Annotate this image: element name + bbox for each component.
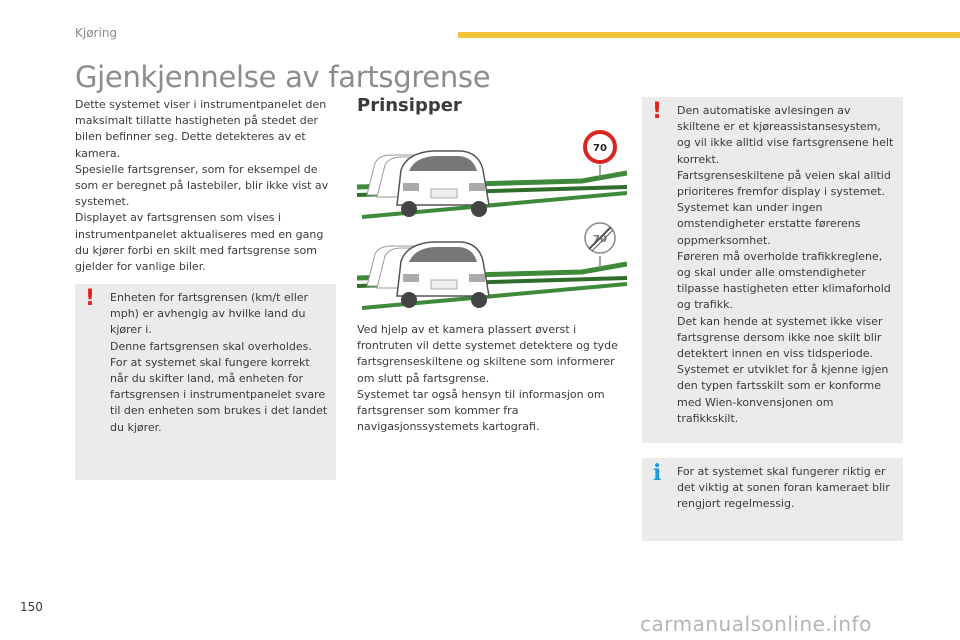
exclamation-icon: ! — [85, 286, 96, 311]
speed-sign-icon — [585, 132, 615, 162]
info-icon: i — [653, 460, 662, 486]
illustration-speed-sign-ended — [357, 216, 627, 316]
warning-box-unit — [75, 284, 336, 480]
speed-sign-value: 70 — [593, 234, 607, 245]
end-speed-sign-icon — [585, 223, 615, 253]
warning-paragraph: Den automatiske avlesingen av skiltene er et kjøreassistansesystem, og vil ikke alltid vise fartsgrensene helt korrekt. — [677, 104, 894, 166]
warning-box-reliability — [642, 97, 903, 443]
principles-paragraph: Systemet tar også hensyn til informasjon om fartsgrenser som kommer fra navigasjonssystemets kartografi. — [357, 387, 605, 434]
car-rear-icon — [397, 242, 489, 308]
exclamation-icon: ! — [652, 99, 663, 124]
page-title: Gjenkjennelse av fartsgrense — [75, 60, 491, 94]
info-box-camera-cleaning — [642, 458, 903, 541]
illustration-speed-sign-active — [357, 125, 627, 225]
watermark: carmanualsonline.info — [640, 612, 872, 636]
intro-paragraph: Displayet av fartsgrensen som vises i instrumentpanelet aktualiseres med en gang du kjører forbi en skilt med fartsgrense som gjelder for vanlige biler. — [75, 211, 324, 274]
section-heading-principles: Prinsipper — [357, 95, 462, 116]
intro-paragraph: Dette systemet viser i instrumentpanelet den maksimalt tillatte hastigheten på stedet der bilen befinner seg. Dette detekteres av et kamera. — [75, 98, 327, 160]
warning-paragraph: Fartsgrenseskiltene på veien skal alltid prioriteres fremfor display i systemet. — [677, 168, 891, 199]
warning-paragraph: Enheten for fartsgrensen (km/t eller mph) er avhengig av hvilke land du kjører i. — [110, 291, 309, 337]
warning-paragraph: Systemet kan under ingen omstendigheter erstatte førerens oppmerksomhet. — [677, 201, 861, 247]
principles-text — [357, 322, 627, 435]
speed-sign-value: 70 — [593, 143, 607, 154]
intro-paragraph: Spesielle fartsgrenser, som for eksempel de som er beregnet på lastebiler, blir ikke vist av systemet. — [75, 162, 329, 209]
page-number: 150 — [20, 600, 43, 614]
header-accent-bar — [458, 32, 960, 38]
warning-paragraph: Føreren må overholde trafikkreglene, og skal under alle omstendigheter tilpasse hastigheten etter klimaforhold og trafikk. — [677, 249, 891, 312]
warning-paragraph: Denne fartsgrensen skal overholdes. For at systemet skal fungere korrekt når du skifter land, må enheten for fartsgrensen i instrumentpanelet svare til den enheten som brukes i det landet du kjører. — [110, 339, 328, 434]
info-text: For at systemet skal fungerer riktig er det viktig at sonen foran kameraet blir rengjort regelmessig. — [677, 465, 890, 511]
intro-text — [75, 97, 330, 275]
warning-paragraph: Det kan hende at systemet ikke viser fartsgrense dersom ikke noe skilt blir detektert innen en viss tidsperiode. — [677, 314, 883, 361]
warning-paragraph: Systemet er utviklet for å kjenne igjen den typen fartsskilt som er konforme med Wien-konvensjonen om trafikkskilt. — [677, 363, 889, 425]
section-label: Kjøring — [75, 26, 118, 40]
principles-paragraph: Ved hjelp av et kamera plassert øverst i frontruten vil dette systemet detektere og tyde fartsgrenseskiltene og skiltene som informerer om slutt på fartsgrense. — [357, 323, 618, 385]
